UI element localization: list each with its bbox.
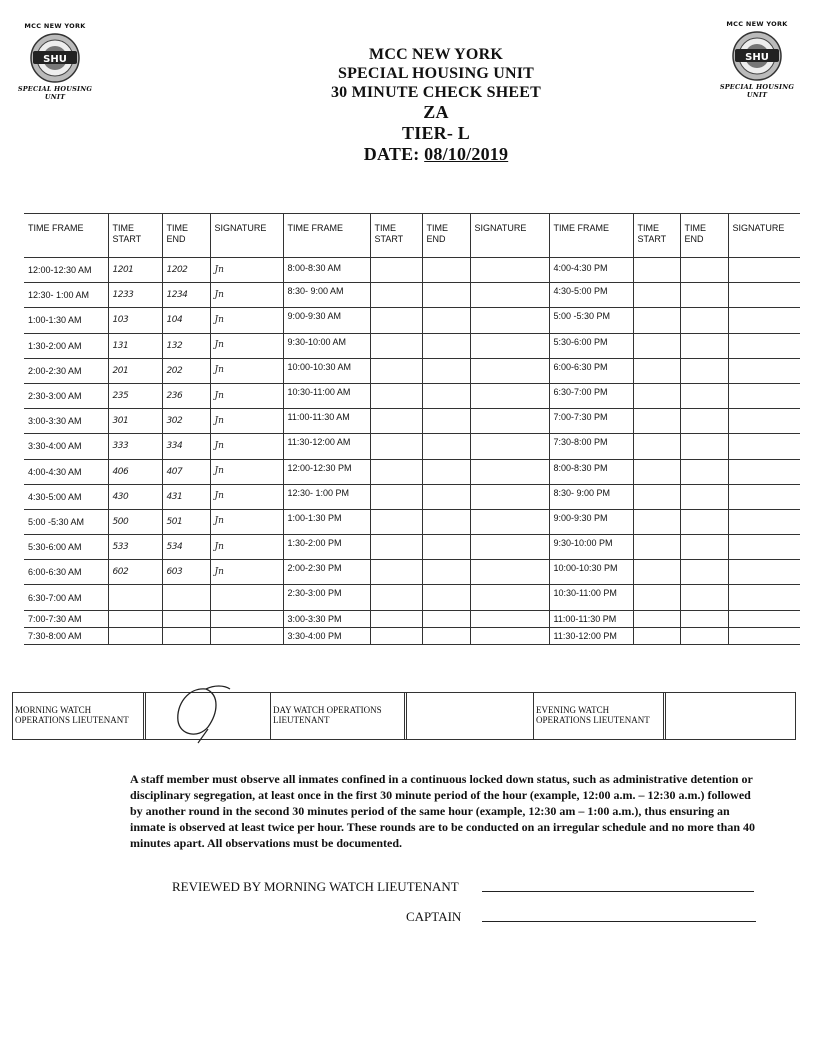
signature-cell[interactable]: [470, 283, 549, 308]
signature-cell[interactable]: [728, 308, 800, 333]
signature-cell[interactable]: [470, 383, 549, 408]
time-frame-pm-cell: 11:00-11:30 PM: [549, 610, 633, 627]
time-start-cell[interactable]: [633, 409, 680, 434]
time-end-cell[interactable]: [680, 535, 728, 560]
signature-cell[interactable]: [470, 358, 549, 383]
time-start-cell[interactable]: 406: [108, 459, 162, 484]
time-start-cell[interactable]: [370, 509, 422, 534]
time-frame-day-cell: 8:30- 9:00 AM: [283, 283, 370, 308]
time-frame-pm-cell: 5:30-6:00 PM: [549, 333, 633, 358]
time-start-cell[interactable]: [370, 383, 422, 408]
time-frame-am-cell: 5:00 -5:30 AM: [24, 509, 108, 534]
time-start-cell[interactable]: [633, 585, 680, 610]
time-end-cell[interactable]: [422, 535, 470, 560]
time-end-cell[interactable]: [422, 459, 470, 484]
time-frame-pm-cell: 4:00-4:30 PM: [549, 258, 633, 283]
check-sheet-table: [24, 213, 800, 645]
time-frame-am-cell: 4:30-5:00 AM: [24, 484, 108, 509]
signature-cell[interactable]: [728, 283, 800, 308]
time-start-cell[interactable]: [633, 610, 680, 627]
signature-cell[interactable]: Jn: [210, 258, 283, 283]
time-frame-day-cell: 2:30-3:00 PM: [283, 585, 370, 610]
time-start-cell[interactable]: [370, 283, 422, 308]
time-frame-day-cell: 1:30-2:00 PM: [283, 535, 370, 560]
table-header-row: [24, 214, 800, 258]
table-row: [24, 258, 800, 283]
time-start-cell[interactable]: [633, 560, 680, 585]
time-start-cell[interactable]: [370, 560, 422, 585]
time-frame-pm-cell: 8:30- 9:00 PM: [549, 484, 633, 509]
time-start-cell[interactable]: [370, 627, 422, 644]
col-header-time-frame: TIME FRAME: [24, 214, 108, 258]
captain-label: CAPTAIN: [406, 909, 462, 924]
time-frame-am-cell: 3:30-4:00 AM: [24, 434, 108, 459]
svg-text:SHU: SHU: [43, 54, 67, 65]
shu-logo-right: [712, 20, 802, 99]
time-end-cell[interactable]: 334: [162, 434, 210, 459]
signature-cell[interactable]: [470, 509, 549, 534]
signature-cell[interactable]: [470, 610, 549, 627]
signature-cell[interactable]: [728, 333, 800, 358]
morning-watch-signature-field[interactable]: [146, 693, 271, 739]
col-header-time-frame: TIME FRAME: [549, 214, 633, 258]
time-frame-day-cell: 12:00-12:30 PM: [283, 459, 370, 484]
time-frame-am-cell: 1:30-2:00 AM: [24, 333, 108, 358]
header-sheet-title: 30 MINUTE CHECK SHEET: [330, 84, 541, 101]
signature-cell[interactable]: [728, 258, 800, 283]
time-start-cell[interactable]: [370, 585, 422, 610]
time-frame-am-cell: 12:00-12:30 AM: [24, 258, 108, 283]
lieutenant-signature-row: [12, 692, 796, 740]
signature-cell[interactable]: Jn: [210, 283, 283, 308]
signature-cell[interactable]: Jn: [210, 535, 283, 560]
morning-watch-lieutenant-label: MORNING WATCH OPERATIONS LIEUTENANT: [13, 693, 146, 739]
time-start-cell[interactable]: [370, 333, 422, 358]
signature-cell[interactable]: [728, 409, 800, 434]
time-start-cell[interactable]: [370, 308, 422, 333]
time-frame-pm-cell: 7:00-7:30 PM: [549, 409, 633, 434]
signature-cell[interactable]: Jn: [210, 509, 283, 534]
time-end-cell[interactable]: [422, 308, 470, 333]
signature-cell[interactable]: [210, 627, 283, 644]
logo-top-text: MCC NEW YORK: [24, 22, 86, 30]
col-header-time-start: TIME START: [633, 214, 680, 258]
date-label: DATE:: [363, 144, 420, 164]
time-end-cell[interactable]: 302: [162, 409, 210, 434]
time-start-cell[interactable]: 533: [108, 535, 162, 560]
table-row: [24, 459, 800, 484]
col-header-signature: SIGNATURE: [210, 214, 283, 258]
time-frame-day-cell: 10:00-10:30 AM: [283, 358, 370, 383]
time-start-cell[interactable]: [108, 610, 162, 627]
time-frame-day-cell: 11:30-12:00 AM: [283, 434, 370, 459]
signature-cell[interactable]: [470, 333, 549, 358]
table-row: [24, 409, 800, 434]
time-end-cell[interactable]: [680, 585, 728, 610]
document-header: [236, 45, 636, 165]
time-end-cell[interactable]: [422, 509, 470, 534]
time-end-cell[interactable]: [422, 409, 470, 434]
signature-cell[interactable]: [470, 484, 549, 509]
col-header-signature: SIGNATURE: [728, 214, 800, 258]
signature-cell[interactable]: [470, 627, 549, 644]
time-frame-am-cell: 5:30-6:00 AM: [24, 535, 108, 560]
time-end-cell[interactable]: [680, 308, 728, 333]
signature-cell[interactable]: Jn: [210, 308, 283, 333]
table-row: [24, 509, 800, 534]
time-end-cell[interactable]: [680, 383, 728, 408]
time-end-cell[interactable]: [422, 610, 470, 627]
table-row: [24, 308, 800, 333]
time-start-cell[interactable]: [633, 358, 680, 383]
signature-cell[interactable]: [470, 308, 549, 333]
time-end-cell[interactable]: 501: [162, 509, 210, 534]
time-end-cell[interactable]: 202: [162, 358, 210, 383]
header-tier: TIER- L: [402, 123, 470, 143]
time-end-cell[interactable]: 236: [162, 383, 210, 408]
signature-cell[interactable]: [728, 358, 800, 383]
signature-cell[interactable]: [470, 560, 549, 585]
time-end-cell[interactable]: [680, 509, 728, 534]
time-frame-day-cell: 8:00-8:30 AM: [283, 258, 370, 283]
signature-cell[interactable]: [470, 459, 549, 484]
table-row: [24, 560, 800, 585]
time-start-cell[interactable]: 1233: [108, 283, 162, 308]
table-row: [24, 283, 800, 308]
time-start-cell[interactable]: [370, 358, 422, 383]
captain-signature-line[interactable]: [482, 921, 756, 922]
time-start-cell[interactable]: [370, 434, 422, 459]
time-end-cell[interactable]: [680, 283, 728, 308]
time-frame-day-cell: 11:00-11:30 AM: [283, 409, 370, 434]
evening-watch-lieutenant-label: EVENING WATCH OPERATIONS LIEUTENANT: [534, 693, 666, 739]
time-start-cell[interactable]: [370, 409, 422, 434]
table-row: [24, 585, 800, 610]
time-end-cell[interactable]: [680, 610, 728, 627]
time-start-cell[interactable]: 131: [108, 333, 162, 358]
signature-cell[interactable]: [728, 383, 800, 408]
day-watch-signature-field[interactable]: [407, 693, 534, 739]
time-start-cell[interactable]: 301: [108, 409, 162, 434]
time-frame-pm-cell: 8:00-8:30 PM: [549, 459, 633, 484]
time-end-cell[interactable]: [162, 585, 210, 610]
time-frame-pm-cell: 10:00-10:30 PM: [549, 560, 633, 585]
time-end-cell[interactable]: 132: [162, 333, 210, 358]
time-start-cell[interactable]: [370, 610, 422, 627]
time-end-cell[interactable]: [680, 434, 728, 459]
time-end-cell[interactable]: [680, 627, 728, 644]
signature-cell[interactable]: Jn: [210, 358, 283, 383]
time-frame-day-cell: 9:00-9:30 AM: [283, 308, 370, 333]
time-start-cell[interactable]: [633, 509, 680, 534]
time-frame-am-cell: 7:30-8:00 AM: [24, 627, 108, 644]
header-facility: MCC NEW YORK: [369, 46, 503, 63]
time-frame-am-cell: 12:30- 1:00 AM: [24, 283, 108, 308]
time-start-cell[interactable]: 333: [108, 434, 162, 459]
svg-text:SHU: SHU: [745, 52, 769, 63]
signature-cell[interactable]: Jn: [210, 333, 283, 358]
day-watch-lieutenant-label: DAY WATCH OPERATIONS LIEUTENANT: [271, 693, 407, 739]
time-end-cell[interactable]: [422, 560, 470, 585]
time-end-cell[interactable]: 431: [162, 484, 210, 509]
time-frame-am-cell: 7:00-7:30 AM: [24, 610, 108, 627]
time-start-cell[interactable]: 235: [108, 383, 162, 408]
time-end-cell[interactable]: 603: [162, 560, 210, 585]
time-end-cell[interactable]: 104: [162, 308, 210, 333]
time-start-cell[interactable]: [633, 434, 680, 459]
time-end-cell[interactable]: [422, 358, 470, 383]
logo-bottom-text: SPECIAL HOUSING UNIT: [719, 83, 795, 99]
time-end-cell[interactable]: [162, 627, 210, 644]
signature-cell[interactable]: [470, 258, 549, 283]
time-end-cell[interactable]: [680, 484, 728, 509]
col-header-time-end: TIME END: [680, 214, 728, 258]
time-end-cell[interactable]: [680, 358, 728, 383]
col-header-signature: SIGNATURE: [470, 214, 549, 258]
signature-cell[interactable]: [728, 627, 800, 644]
time-frame-am-cell: 6:30-7:00 AM: [24, 585, 108, 610]
time-start-cell[interactable]: [370, 258, 422, 283]
time-start-cell[interactable]: [633, 308, 680, 333]
time-frame-am-cell: 2:00-2:30 AM: [24, 358, 108, 383]
signature-cell[interactable]: [470, 585, 549, 610]
col-header-time-start: TIME START: [108, 214, 162, 258]
instructions-paragraph: A staff member must observe all inmates confined in a continuous locked down status, such as administrative detention or disciplinary segregation, at least once in the first 30 minute period of the hour (example, 12:00 a.m. – 12:30 a.m.) followed by another round in the second 30 minutes period of the same hour (example, 12:30 am – 1:00 a.m.), thus ensuring an inmate is observed at least twice per hour. These rounds are to be conducted on an irregular schedule and no more than 40 minutes apart. All observations must be documented.: [130, 772, 756, 850]
table-row: [24, 535, 800, 560]
table-row: [24, 484, 800, 509]
time-end-cell[interactable]: [162, 610, 210, 627]
signature-cell[interactable]: Jn: [210, 560, 283, 585]
shu-badge-icon: [729, 30, 785, 82]
time-start-cell[interactable]: [108, 627, 162, 644]
col-header-time-frame: TIME FRAME: [283, 214, 370, 258]
time-start-cell[interactable]: [370, 535, 422, 560]
signature-cell[interactable]: [728, 459, 800, 484]
signature-cell[interactable]: [210, 585, 283, 610]
table-row: [24, 610, 800, 627]
time-start-cell[interactable]: [108, 585, 162, 610]
time-end-cell[interactable]: [422, 383, 470, 408]
shu-logo-left: [10, 22, 100, 101]
time-frame-am-cell: 3:00-3:30 AM: [24, 409, 108, 434]
table-row: [24, 333, 800, 358]
time-frame-day-cell: 12:30- 1:00 PM: [283, 484, 370, 509]
signature-cell[interactable]: Jn: [210, 484, 283, 509]
signature-cell[interactable]: [470, 535, 549, 560]
table-row: [24, 627, 800, 644]
time-end-cell[interactable]: [422, 484, 470, 509]
time-frame-pm-cell: 11:30-12:00 PM: [549, 627, 633, 644]
time-end-cell[interactable]: [422, 283, 470, 308]
time-start-cell[interactable]: [633, 333, 680, 358]
date-value: 08/10/2019: [424, 144, 509, 164]
time-start-cell[interactable]: [633, 627, 680, 644]
signature-cell[interactable]: [728, 484, 800, 509]
time-start-cell[interactable]: 201: [108, 358, 162, 383]
time-end-cell[interactable]: [422, 627, 470, 644]
time-frame-day-cell: 10:30-11:00 AM: [283, 383, 370, 408]
time-frame-pm-cell: 7:30-8:00 PM: [549, 434, 633, 459]
time-frame-pm-cell: 4:30-5:00 PM: [549, 283, 633, 308]
header-date: [236, 144, 636, 165]
time-end-cell[interactable]: [680, 258, 728, 283]
time-frame-pm-cell: 6:30-7:00 PM: [549, 383, 633, 408]
logo-top-text: MCC NEW YORK: [726, 20, 788, 28]
time-start-cell[interactable]: [370, 484, 422, 509]
time-end-cell[interactable]: 1234: [162, 283, 210, 308]
time-frame-day-cell: 2:00-2:30 PM: [283, 560, 370, 585]
time-end-cell[interactable]: 1202: [162, 258, 210, 283]
signature-cell[interactable]: Jn: [210, 434, 283, 459]
time-start-cell[interactable]: [370, 459, 422, 484]
signature-cell[interactable]: [210, 610, 283, 627]
time-start-cell[interactable]: 602: [108, 560, 162, 585]
time-start-cell[interactable]: 430: [108, 484, 162, 509]
col-header-time-end: TIME END: [162, 214, 210, 258]
table-row: [24, 434, 800, 459]
time-end-cell[interactable]: [422, 258, 470, 283]
time-start-cell[interactable]: [633, 459, 680, 484]
table-row: [24, 358, 800, 383]
time-end-cell[interactable]: [422, 333, 470, 358]
shu-badge-icon: [27, 32, 83, 84]
time-end-cell[interactable]: [680, 459, 728, 484]
time-end-cell[interactable]: [422, 585, 470, 610]
signature-cell[interactable]: [728, 560, 800, 585]
reviewed-by-signature-line[interactable]: [482, 891, 754, 892]
time-start-cell[interactable]: [633, 535, 680, 560]
time-frame-day-cell: 1:00-1:30 PM: [283, 509, 370, 534]
signature-cell[interactable]: [728, 585, 800, 610]
time-frame-pm-cell: 9:00-9:30 PM: [549, 509, 633, 534]
time-frame-am-cell: 4:00-4:30 AM: [24, 459, 108, 484]
time-end-cell[interactable]: [422, 434, 470, 459]
time-frame-pm-cell: 5:00 -5:30 PM: [549, 308, 633, 333]
signature-cell[interactable]: [728, 610, 800, 627]
time-frame-day-cell: 9:30-10:00 AM: [283, 333, 370, 358]
signature-cell[interactable]: Jn: [210, 409, 283, 434]
time-start-cell[interactable]: 1201: [108, 258, 162, 283]
time-end-cell[interactable]: [680, 560, 728, 585]
time-frame-day-cell: 3:30-4:00 PM: [283, 627, 370, 644]
time-start-cell[interactable]: 103: [108, 308, 162, 333]
handwritten-zero-mark: [168, 683, 248, 745]
evening-watch-signature-field[interactable]: [666, 693, 795, 739]
time-frame-am-cell: 2:30-3:00 AM: [24, 383, 108, 408]
time-frame-day-cell: 3:00-3:30 PM: [283, 610, 370, 627]
header-unit-code: ZA: [423, 102, 449, 122]
time-start-cell[interactable]: [633, 283, 680, 308]
time-end-cell[interactable]: [680, 333, 728, 358]
signature-cell[interactable]: [728, 509, 800, 534]
logo-bottom-text: SPECIAL HOUSING UNIT: [17, 85, 93, 101]
time-start-cell[interactable]: 500: [108, 509, 162, 534]
signature-cell[interactable]: Jn: [210, 459, 283, 484]
signature-cell[interactable]: [728, 434, 800, 459]
time-start-cell[interactable]: [633, 383, 680, 408]
reviewed-by-label: REVIEWED BY MORNING WATCH LIEUTENANT: [172, 879, 459, 894]
time-frame-am-cell: 1:00-1:30 AM: [24, 308, 108, 333]
header-unit-name: SPECIAL HOUSING UNIT: [337, 65, 535, 82]
signature-cell[interactable]: [728, 535, 800, 560]
time-frame-pm-cell: 6:00-6:30 PM: [549, 358, 633, 383]
col-header-time-end: TIME END: [422, 214, 470, 258]
time-frame-pm-cell: 9:30-10:00 PM: [549, 535, 633, 560]
time-end-cell[interactable]: 407: [162, 459, 210, 484]
table-body: [24, 258, 800, 645]
signature-cell[interactable]: [470, 409, 549, 434]
time-end-cell[interactable]: 534: [162, 535, 210, 560]
table-row: [24, 383, 800, 408]
time-frame-pm-cell: 10:30-11:00 PM: [549, 585, 633, 610]
signature-cell[interactable]: Jn: [210, 383, 283, 408]
time-end-cell[interactable]: [680, 409, 728, 434]
time-start-cell[interactable]: [633, 258, 680, 283]
signature-cell[interactable]: [470, 434, 549, 459]
time-frame-am-cell: 6:00-6:30 AM: [24, 560, 108, 585]
time-start-cell[interactable]: [633, 484, 680, 509]
col-header-time-start: TIME START: [370, 214, 422, 258]
